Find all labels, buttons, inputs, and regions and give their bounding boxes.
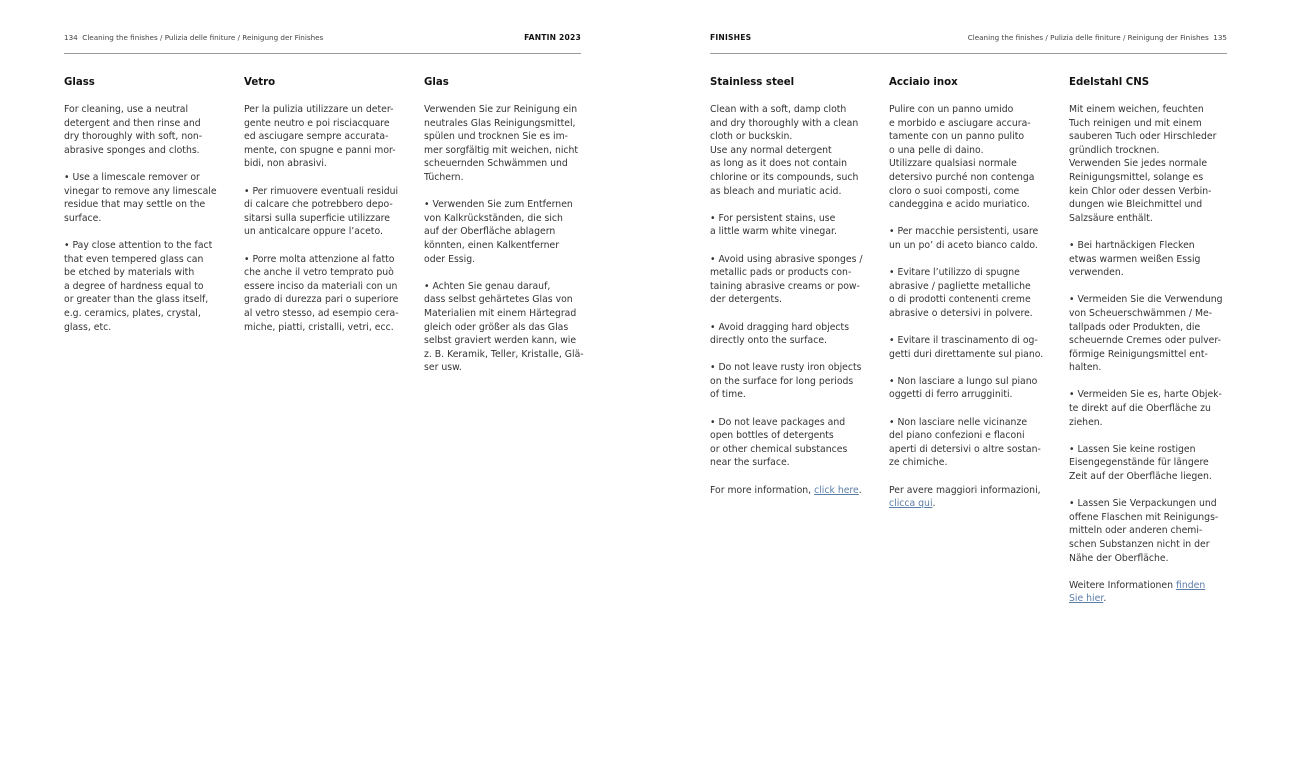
paragraph: Clean with a soft, damp cloth and dry thoroughly with a clean cloth or buckskin. Use any normal detergent as long as it does not contain chlorine or its compounds, such as bleach and muriatic acid. [710,104,859,197]
right-header-running-title [968,33,1227,42]
left-page-number: 134 [64,32,78,42]
column-steel-en [710,76,878,511]
column-glass-de [424,76,592,388]
right-page-header [710,31,1227,43]
paragraph: • Evitare il trascinamento di og- getti duri direttamente sul piano. [889,335,1044,360]
paragraph: • For persistent stains, use a little warm white vinegar. [710,212,837,238]
more-info-link[interactable]: finden Sie hier [1069,579,1206,605]
paragraph: • Vermeiden Sie es, harte Objek- te direkt auf die Oberfläche zu ziehen. [1069,389,1222,428]
more-info-end: . [932,498,936,510]
paragraph: Pulire con un panno umido e morbido e asciugare accura- tamente con un panno pulito o una pelle di daino. Utilizzare qualsiasi normale detersivo purché non contenga cloro o suoi composti, come candeggina e acido muriatico. [889,104,1035,211]
paragraph: • Avoid using abrasive sponges / metallic pads or products con- taining abrasive creams or pow- der detergents. [710,253,863,306]
paragraph: Per la pulizia utilizzare un deter- gente neutro e poi risciacquare ed asciugare sempre accurata- mente, con spugne e panni mor- bidi, non abrasivi. [244,104,396,170]
paragraph: • Achten Sie genau darauf, dass selbst gehärtetes Glas von Materialien mit einem Härtegrad gleich oder größer als das Glas selbst graviert werden kann, wie z. B. Keramik, Teller, Kristalle, Glä- ser usw. [424,280,584,374]
column-title: Vetro [244,77,276,88]
paragraph: • Per rimuovere eventuali residui di calcare che potrebbero depo- sitarsi sulla superficie utilizzare un anticalcare oppure l’aceto. [244,185,399,238]
more-info-paragraph [710,484,878,498]
left-header-running-title [64,33,323,42]
column-steel-de [1069,76,1237,620]
paragraph: • Use a limescale remover or vinegar to remove any limescale residue that may settle on the surface. [64,171,217,224]
left-page [0,0,645,775]
paragraph: • Do not leave rusty iron objects on the surface for long periods of time. [710,362,862,401]
more-info-link[interactable]: click here [814,484,859,496]
left-section-title: Cleaning the finishes / Pulizia delle finiture / Reinigung der Finishes [82,32,324,42]
paragraph: • Pay close attention to the fact that even tempered glass can be etched by materials with a degree of hardness equal to or greater than the glass itself, e.g. ceramics, plates, crystal, glass, etc. [64,239,213,333]
more-info-link[interactable]: clicca qui [889,498,933,510]
more-info-end: . [858,484,862,496]
section-brand-title: FINISHES [710,32,752,42]
more-info-end: . [1103,593,1107,605]
paragraph: • Avoid dragging hard objects directly onto the surface. [710,321,850,347]
column-title: Acciaio inox [889,77,958,88]
paragraph: • Lassen Sie keine rostigen Eisengegenstände für längere Zeit auf der Oberfläche liegen. [1069,443,1212,483]
paragraph: • Porre molta attenzione al fatto che anche il vetro temprato può essere inciso da materiali con un grado di durezza pari o superiore al vetro stesso, ad esempio cera- miche, piatti, cristalli, vetri, ecc. [244,253,399,333]
brand-title: FANTIN 2023 [524,32,581,42]
paragraph: • Per macchie persistenti, usare un un po’ di aceto bianco caldo. [889,226,1039,251]
paragraph: Mit einem weichen, feuchten Tuch reinigen und mit einem sauberen Tuch oder Hirschleder gründlich trocknen. Verwenden Sie jedes normale Reinigungsmittel, solange es kein Chlor oder dessen Verbin- dungen wie Bleichmittel und Salzsäure enthält. [1069,104,1217,224]
paragraph: • Lassen Sie Verpackungen und offene Flaschen mit Reinigungs- mitteln oder anderen chemi- schen Substanzen nicht in der Nähe der Oberfläche. [1069,498,1219,564]
more-info-text: For more information, [710,484,815,496]
left-header-rule [64,53,581,54]
right-header-rule [710,53,1227,54]
more-info-paragraph [1069,579,1237,606]
more-info-text: Weitere Informationen [1069,579,1176,591]
left-page-header [64,31,581,43]
paragraph: • Non lasciare nelle vicinanze del piano confezioni e flaconi aperti di detersivi o altre sostan- ze chimiche. [889,416,1041,469]
paragraph: • Bei hartnäckigen Flecken etwas warmen weißen Essig verwenden. [1069,239,1201,279]
column-title: Edelstahl CNS [1069,77,1150,88]
right-page-number: 135 [1213,32,1227,42]
column-steel-it [889,76,1057,524]
column-glass-it [244,76,412,348]
column-title: Glas [424,77,449,88]
column-title: Stainless steel [710,77,795,88]
column-glass-en [64,76,232,348]
more-info-text: Per avere maggiori informazioni, [889,484,1041,496]
paragraph: • Verwenden Sie zum Entfernen von Kalkrückständen, die sich auf der Oberfläche ablagern könnten, einen Kalkentferner oder Essig. [424,199,573,265]
paragraph: For cleaning, use a neutral detergent and then rinse and dry thoroughly with soft, non- abrasive sponges and cloths. [64,104,203,156]
paragraph: • Non lasciare a lungo sul piano oggetti di ferro arrugginiti. [889,375,1038,401]
paragraph: • Evitare l’utilizzo di spugne abrasive / pagliette metalliche o di prodotti contenenti creme abrasive o detersivi in polvere. [889,267,1033,319]
paragraph: • Do not leave packages and open bottles of detergents or other chemical substances near the surface. [710,416,848,469]
right-section-title: Cleaning the finishes / Pulizia delle finiture / Reinigung der Finishes [967,32,1209,42]
more-info-paragraph [889,484,1057,511]
paragraph: Verwenden Sie zur Reinigung ein neutrales Glas Reinigungsmittel, spülen und trocknen Sie es im- mer sorgfältig mit weichen, nicht scheuernden Schwämmen und Tüchern. [424,104,579,183]
paragraph: • Vermeiden Sie die Verwendung von Scheuerschwämmen / Me- tallpads oder Produkten, die scheuernde Cremes oder pulver- förmige Reinigungsmittel ent- halten. [1069,294,1223,374]
right-page [645,0,1291,775]
column-title: Glass [64,77,95,88]
